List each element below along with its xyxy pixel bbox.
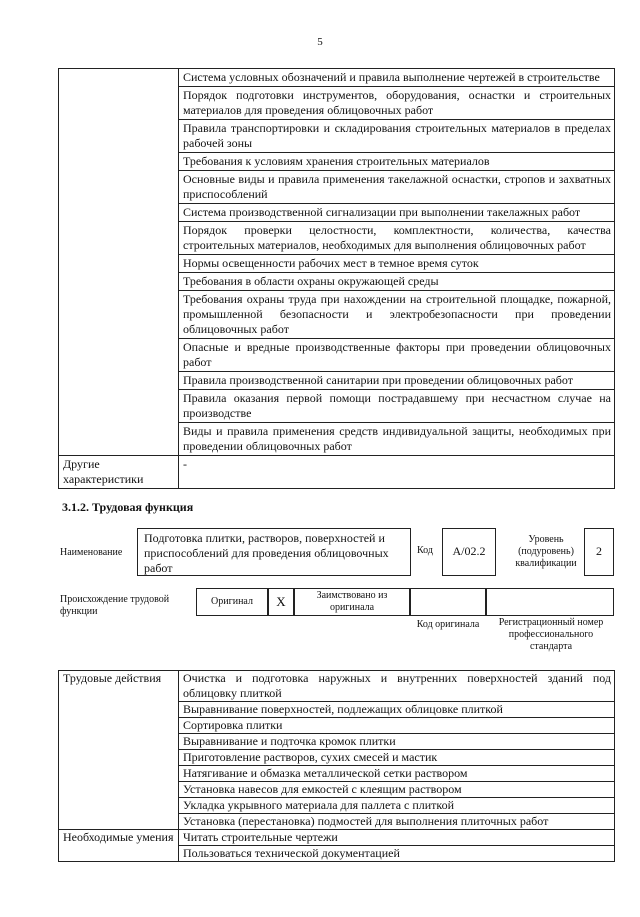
table-row [59, 671, 615, 702]
section-title: 3.1.2. Трудовая функция [62, 500, 194, 514]
origin-mark: X [268, 588, 294, 616]
knowledge-item: Требования в области охраны окружающей среды [179, 273, 615, 291]
table-row [59, 456, 615, 489]
skill-item: Читать строительные чертежи [179, 830, 615, 846]
code-label: Код [417, 545, 433, 556]
knowledge-item: Виды и правила применения средств индивидуальной защиты, необходимых при проведении облицовочных работ [179, 423, 615, 456]
other-characteristics-value: - [179, 456, 615, 489]
action-item: Натягивание и обмазка металлической сетки раствором [179, 766, 615, 782]
other-characteristics-label: Другие характеристики [59, 456, 179, 489]
action-item: Выравнивание поверхностей, подлежащих облицовке плиткой [179, 702, 615, 718]
action-item: Приготовление растворов, сухих смесей и мастик [179, 750, 615, 766]
origin-borrowed-cell: Заимствовано из оригинала [294, 588, 410, 616]
action-item: Очистка и подготовка наружных и внутренних поверхностей зданий под облицовку плиткой [179, 671, 615, 702]
knowledge-item: Порядок подготовки инструментов, оборудования, оснастки и строительных материалов для проведения облицовочных работ [179, 87, 615, 120]
name-label: Наименование [60, 547, 123, 558]
knowledge-item: Система производственной сигнализации при выполнении такелажных работ [179, 204, 615, 222]
level-label: Уровень (подуровень) квалификации [515, 534, 577, 569]
knowledge-label-cell [59, 69, 179, 456]
reg-number-label: Регистрационный номер профессионального стандарта [498, 617, 604, 652]
knowledge-item: Правила производственной санитарии при проведении облицовочных работ [179, 372, 615, 390]
knowledge-item: Система условных обозначений и правила выполнение чертежей в строительстве [179, 69, 615, 87]
knowledge-item: Нормы освещенности рабочих мест в темное время суток [179, 255, 615, 273]
knowledge-item: Основные виды и правила применения такелажной оснастки, стропов и захватных приспособлений [179, 171, 615, 204]
function-code: A/02.2 [442, 528, 496, 576]
actions-table [58, 670, 615, 862]
origin-row [196, 588, 614, 616]
code-original-cell [410, 588, 486, 616]
qualification-level: 2 [584, 528, 614, 576]
origin-original-cell: Оригинал [196, 588, 268, 616]
knowledge-item: Опасные и вредные производственные факторы при проведении облицовочных работ [179, 339, 615, 372]
table-row [59, 69, 615, 87]
action-item: Установка навесов для емкостей с клеящим раствором [179, 782, 615, 798]
knowledge-item: Правила оказания первой помощи пострадавшему при несчастном случае на производстве [179, 390, 615, 423]
action-item: Установка (перестановка) подмостей для выполнения плиточных работ [179, 814, 615, 830]
knowledge-item: Порядок проверки целостности, комплектности, количества, качества строительных материалов, необходимых для выполнения облицовочных работ [179, 222, 615, 255]
actions-label: Трудовые действия [59, 671, 179, 830]
code-original-label: Код оригинала [416, 619, 480, 630]
origin-label: Происхождение трудовой функции [60, 594, 170, 617]
action-item: Сортировка плитки [179, 718, 615, 734]
skills-label: Необходимые умения [59, 830, 179, 862]
knowledge-item: Требования к условиям хранения строительных материалов [179, 153, 615, 171]
action-item: Выравнивание и подточка кромок плитки [179, 734, 615, 750]
knowledge-item: Правила транспортировки и складирования строительных материалов в пределах рабочей зоны [179, 120, 615, 153]
table-row [59, 830, 615, 846]
function-name: Подготовка плитки, растворов, поверхностей и приспособлений для проведения облицовочных работ [137, 528, 411, 576]
knowledge-table [58, 68, 615, 489]
reg-number-cell [486, 588, 614, 616]
knowledge-item: Требования охраны труда при нахождении на строительной площадке, пожарной, промышленной безопасности и электробезопасности при проведении облицовочных работ [179, 291, 615, 339]
skill-item: Пользоваться технической документацией [179, 846, 615, 862]
page-number: 5 [317, 36, 323, 48]
action-item: Укладка укрывного материала для паллета с плиткой [179, 798, 615, 814]
